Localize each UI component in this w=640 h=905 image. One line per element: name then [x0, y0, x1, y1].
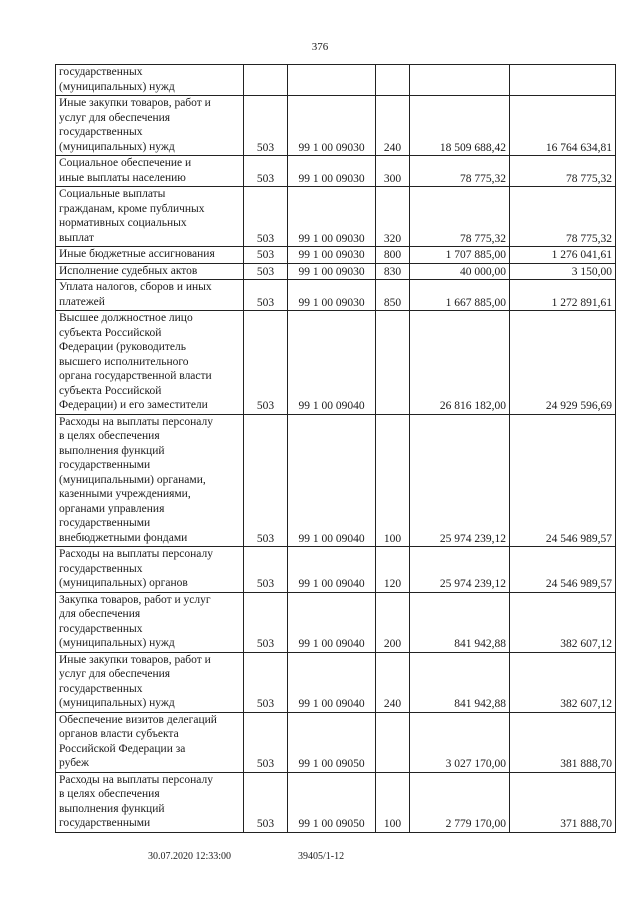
row-target-article: 99 1 00 09030 [288, 263, 376, 280]
row-section: 503 [244, 280, 288, 311]
row-name [56, 65, 244, 96]
row-expense-type: 300 [376, 156, 410, 187]
row-name [56, 156, 244, 187]
row-section: 503 [244, 187, 288, 247]
row-planned-amount: 1 667 885,00 [410, 280, 510, 311]
row-planned-amount: 78 775,32 [410, 156, 510, 187]
row-name-text: Закупка товаров, работ и услуг для обеспечения государственных (муниципальных) нужд [59, 593, 211, 649]
row-target-article [288, 65, 376, 96]
row-target-article: 99 1 00 09040 [288, 652, 376, 712]
row-executed-amount [510, 65, 616, 96]
row-target-article: 99 1 00 09050 [288, 712, 376, 772]
row-section: 503 [244, 652, 288, 712]
row-target-article: 99 1 00 09050 [288, 772, 376, 832]
row-expense-type: 100 [376, 772, 410, 832]
table-row [56, 156, 616, 187]
row-name [56, 592, 244, 652]
row-section: 503 [244, 712, 288, 772]
table-row [56, 187, 616, 247]
table-row [56, 772, 616, 832]
row-planned-amount: 1 707 885,00 [410, 247, 510, 264]
row-expense-type: 830 [376, 263, 410, 280]
table-row [56, 263, 616, 280]
row-executed-amount: 382 607,12 [510, 652, 616, 712]
row-name [56, 311, 244, 415]
row-section: 503 [244, 247, 288, 264]
row-name-text: Иные закупки товаров, работ и услуг для обеспечения государственных (муниципальных) нужд [59, 97, 211, 153]
row-expense-type [376, 65, 410, 96]
row-name [56, 187, 244, 247]
row-section: 503 [244, 263, 288, 280]
row-planned-amount: 25 974 239,12 [410, 547, 510, 593]
row-planned-amount [410, 65, 510, 96]
row-name [56, 247, 244, 264]
row-executed-amount: 1 272 891,61 [510, 280, 616, 311]
row-planned-amount: 78 775,32 [410, 187, 510, 247]
row-executed-amount: 78 775,32 [510, 156, 616, 187]
table-row [56, 311, 616, 415]
row-expense-type [376, 311, 410, 415]
row-section: 503 [244, 547, 288, 593]
row-planned-amount: 25 974 239,12 [410, 414, 510, 547]
row-name [56, 772, 244, 832]
row-target-article: 99 1 00 09030 [288, 96, 376, 156]
row-target-article: 99 1 00 09030 [288, 247, 376, 264]
row-name-text: Социальные выплаты гражданам, кроме публичных нормативных социальных выплат [59, 188, 205, 244]
table-row [56, 592, 616, 652]
row-name-text: Исполнение судебных актов [59, 264, 198, 277]
row-planned-amount: 18 509 688,42 [410, 96, 510, 156]
table-row [56, 247, 616, 264]
row-name [56, 263, 244, 280]
row-name-text: Расходы на выплаты персоналу государственных (муниципальных) органов [59, 548, 213, 589]
row-expense-type: 100 [376, 414, 410, 547]
row-expense-type: 800 [376, 247, 410, 264]
row-expense-type: 200 [376, 592, 410, 652]
row-name-text: Расходы на выплаты персоналу в целях обеспечения выполнения функций государственными [59, 773, 213, 829]
row-expense-type: 850 [376, 280, 410, 311]
row-name [56, 96, 244, 156]
row-name [56, 652, 244, 712]
row-target-article: 99 1 00 09040 [288, 592, 376, 652]
table-row [56, 414, 616, 547]
row-name-text: Социальное обеспечение и иные выплаты населению [59, 157, 192, 184]
row-planned-amount: 841 942,88 [410, 592, 510, 652]
row-target-article: 99 1 00 09030 [288, 156, 376, 187]
row-section [244, 65, 288, 96]
row-section: 503 [244, 414, 288, 547]
row-name-text: Иные закупки товаров, работ и услуг для обеспечения государственных (муниципальных) нужд [59, 653, 211, 709]
row-planned-amount: 2 779 170,00 [410, 772, 510, 832]
row-executed-amount: 24 546 989,57 [510, 414, 616, 547]
footer-doc-id: 39405/1-12 [298, 851, 345, 862]
row-planned-amount: 26 816 182,00 [410, 311, 510, 415]
row-section: 503 [244, 772, 288, 832]
row-name [56, 547, 244, 593]
row-section: 503 [244, 311, 288, 415]
row-name-text: Иные бюджетные ассигнования [59, 248, 215, 260]
row-planned-amount: 40 000,00 [410, 263, 510, 280]
row-target-article: 99 1 00 09030 [288, 280, 376, 311]
row-expense-type: 320 [376, 187, 410, 247]
table-row [56, 280, 616, 311]
row-executed-amount: 24 546 989,57 [510, 547, 616, 593]
row-planned-amount: 841 942,88 [410, 652, 510, 712]
row-executed-amount: 3 150,00 [510, 263, 616, 280]
table-row [56, 96, 616, 156]
row-expense-type: 240 [376, 652, 410, 712]
row-executed-amount: 382 607,12 [510, 592, 616, 652]
budget-table [55, 64, 616, 833]
row-expense-type: 120 [376, 547, 410, 593]
table-row [56, 547, 616, 593]
row-executed-amount: 371 888,70 [510, 772, 616, 832]
table-row [56, 65, 616, 96]
row-name [56, 414, 244, 547]
row-section: 503 [244, 96, 288, 156]
row-name-text: Обеспечение визитов делегаций органов власти субъекта Российской Федерации за рубеж [59, 713, 217, 769]
row-executed-amount: 1 276 041,61 [510, 247, 616, 264]
footer-date: 30.07.2020 12:33:00 [148, 851, 232, 862]
row-name-text: государственных (муниципальных) нужд [59, 66, 175, 93]
row-planned-amount: 3 027 170,00 [410, 712, 510, 772]
row-expense-type: 240 [376, 96, 410, 156]
row-name-text: Уплата налогов, сборов и иных платежей [59, 281, 212, 308]
row-target-article: 99 1 00 09040 [288, 414, 376, 547]
row-name [56, 280, 244, 311]
row-executed-amount: 16 764 634,81 [510, 96, 616, 156]
table-row [56, 712, 616, 772]
row-section: 503 [244, 156, 288, 187]
row-executed-amount: 24 929 596,69 [510, 311, 616, 415]
row-section: 503 [244, 592, 288, 652]
page-number: 376 [311, 41, 329, 53]
row-name-text: Расходы на выплаты персоналу в целях обеспечения выполнения функций государственными (муниципальными) органами, казенными учреждениями, органами управления государственными внебюджетными фондами [59, 415, 213, 544]
row-target-article: 99 1 00 09030 [288, 187, 376, 247]
row-expense-type [376, 712, 410, 772]
row-target-article: 99 1 00 09040 [288, 311, 376, 415]
row-target-article: 99 1 00 09040 [288, 547, 376, 593]
row-executed-amount: 78 775,32 [510, 187, 616, 247]
table-row [56, 652, 616, 712]
row-name-text: Высшее должностное лицо субъекта Российской Федерации (руководитель высшего исполнительного органа государственной власти субъекта Российской Федерации) и его заместители [59, 312, 212, 411]
row-name [56, 712, 244, 772]
row-executed-amount: 381 888,70 [510, 712, 616, 772]
